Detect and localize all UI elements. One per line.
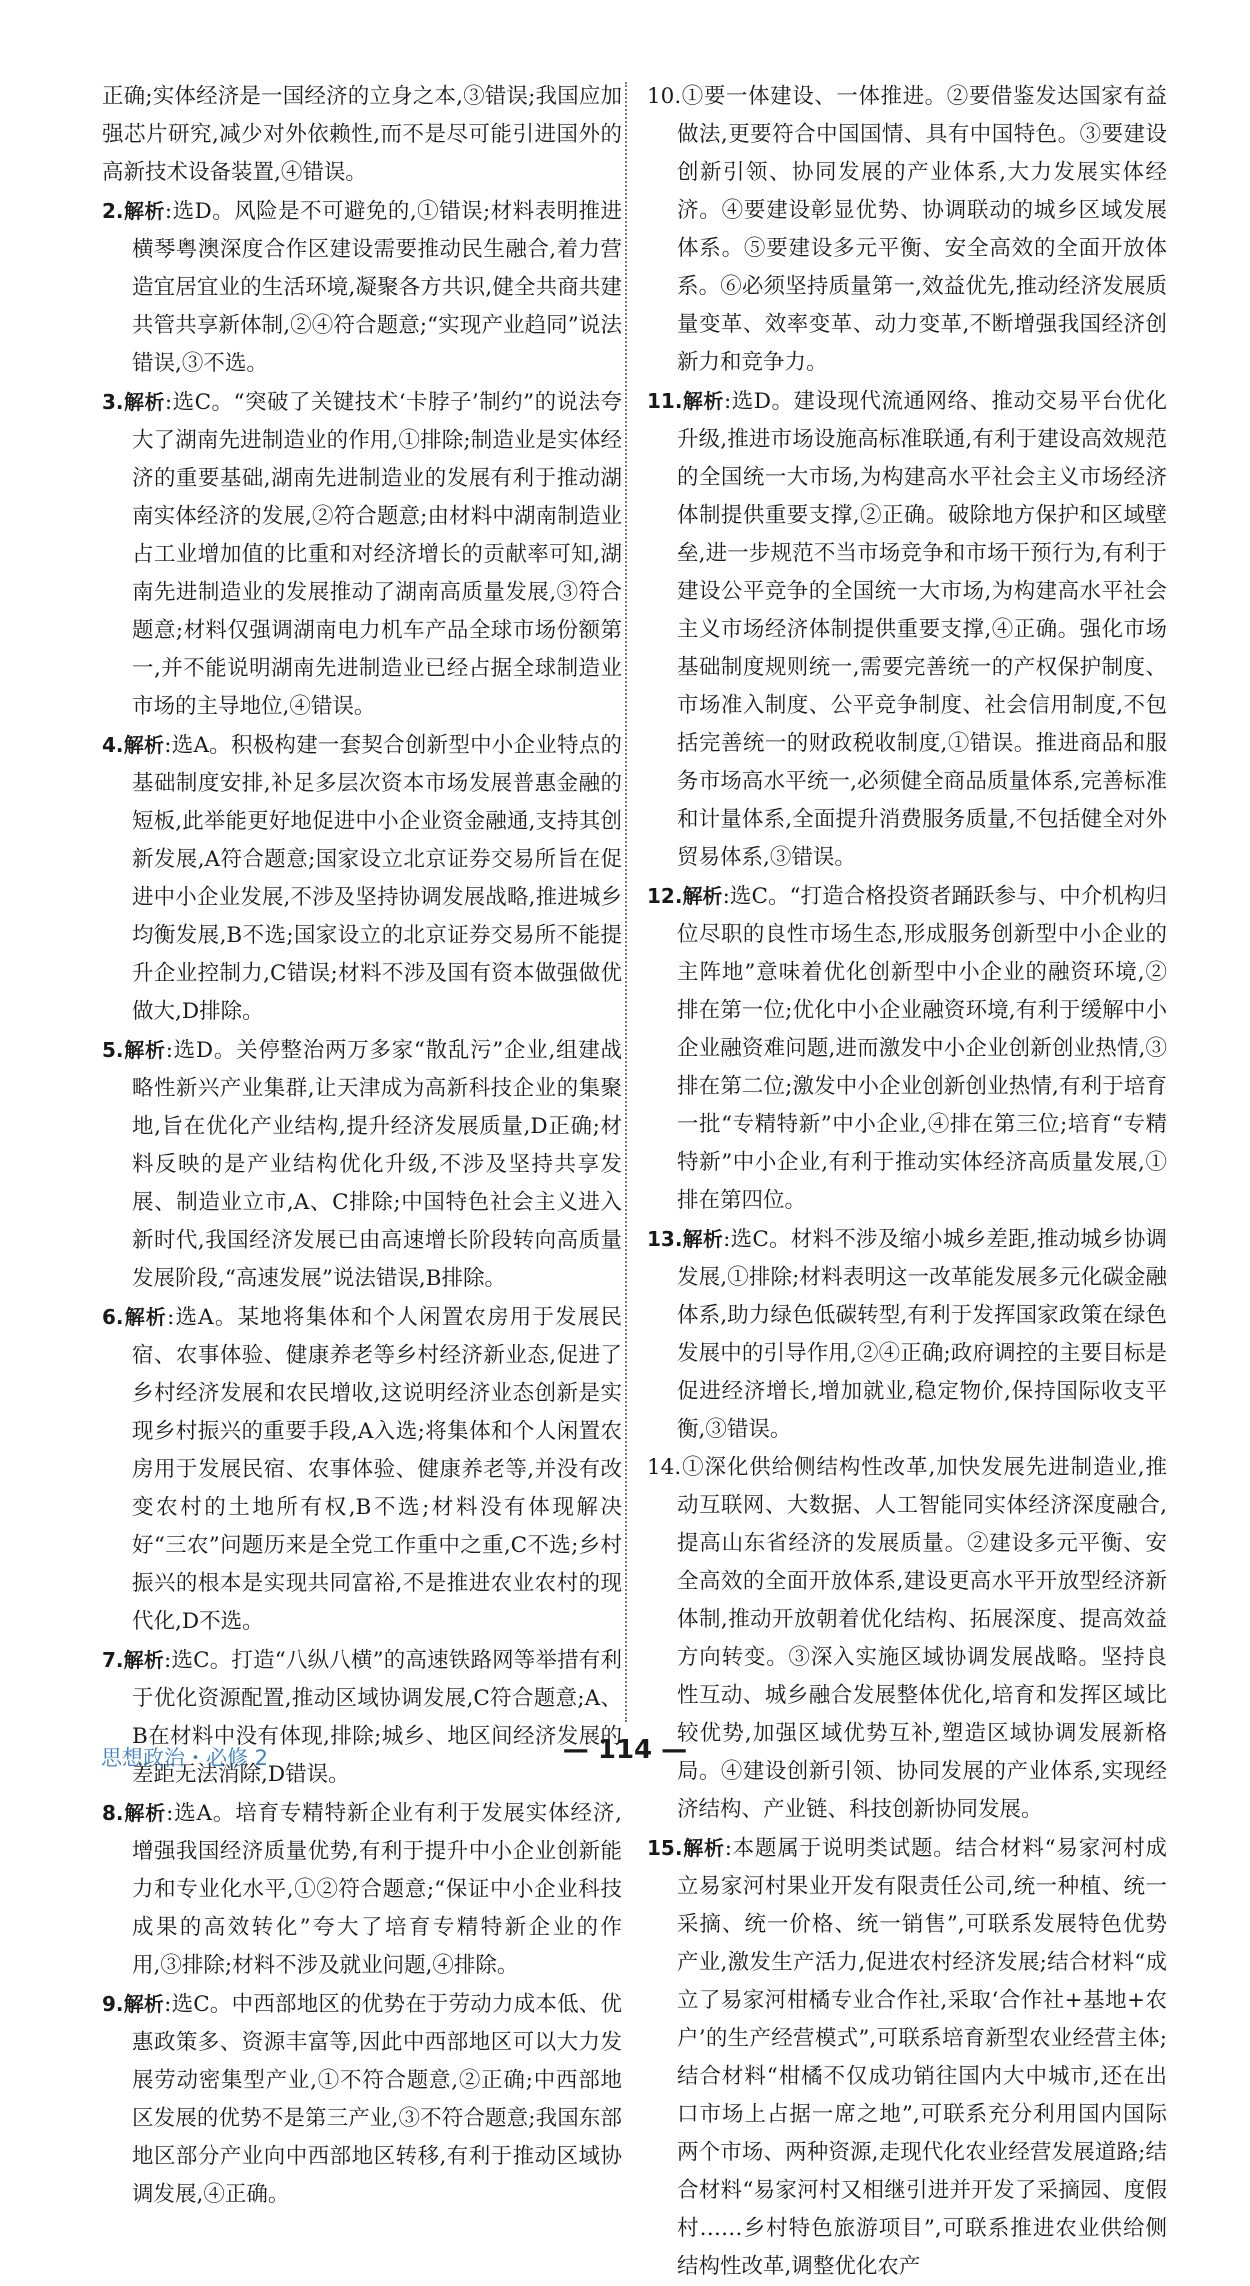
answer-item-6: 6.解析:选A。某地将集体和个人闲置农房用于发展民宿、农事体验、健康养老等乡村经济新业态,促进了乡村经济发展和农民增收,这说明经济业态创新是实现乡村振兴的重要手段,A入选;将集体和个人闲置农房用于发展民宿、农事体验、健康养老等,并没有改变农村的土地所有权,B不选;材料没有体现解决好“三农”问题历来是全党工作重中之重,C不选;乡村振兴的根本是实现共同富裕,不是推进农业农村的现代化,D不选。 (102, 1305, 622, 1634)
answer-item-2: 2.解析:选D。风险是不可避免的,①错误;材料表明推进横琴粤澳深度合作区建设需要推动民生融合,着力营造宜居宜业的生活环境,凝聚各方共识,健全共商共建共管共享新体制,②④符合题意;“实现产业趋同”说法错误,③不选。 (102, 199, 623, 376)
answer-item-8: 8.解析:选A。培育专精特新企业有利于发展实体经济,增强我国经济质量优势,有利于提升中小企业创新能力和专业化水平,①②符合题意;“保证中小企业科技成果的高效转化”夸大了培育专精特新企业的作用,③排除;材料不涉及就业问题,④排除。 (102, 1801, 622, 1978)
column-divider (625, 82, 627, 1722)
answer-item-14: 14.①深化供给侧结构性改革,加快发展先进制造业,推动互联网、大数据、人工智能同实体经济深度融合,提高山东省经济的发展质量。②建设多元平衡、安全高效的全面开放体系,建设更高水平开放型经济新体制,推动开放朝着优化结构、拓展深度、提高效益方向转变。③深入实施区域协调发展战略。坚持良性互动、城乡融合发展整体优化,培育和发挥区域比较优势,加强区域优势互补,塑造区域协调发展新格局。④建设创新引领、协同发展的产业体系,实现经济结构、产业链、科技创新协同发展。 (647, 1455, 1167, 1822)
answer-item-10: 10.①要一体建设、一体推进。②要借鉴发达国家有益做法,更要符合中国国情、具有中国特色。③要建设创新引领、协同发展的产业体系,大力发展实体经济。④要建设彰显优势、协调联动的城乡区域发展体系。⑤要建设多元平衡、安全高效的全面开放体系。⑥必须坚持质量第一,效益优先,推动经济发展质量变革、效率变革、动力变革,不断增强我国经济创新力和竞争力。 (647, 84, 1167, 375)
left-column (102, 78, 622, 2214)
answer-item-1-cont: 正确;实体经济是一国经济的立身之本,③错误;我国应加强芯片研究,减少对外依赖性,而不是尽可能引进国外的高新技术设备装置,④错误。 (102, 84, 622, 185)
answer-item-9: 9.解析:选C。中西部地区的优势在于劳动力成本低、优惠政策多、资源丰富等,因此中西部地区可以大力发展劳动密集型产业,①不符合题意,②正确;中西部地区发展的优势不是第三产业,③不符合题意;我国东部地区部分产业向中西部地区转移,有利于推动区域协调发展,④正确。 (102, 1992, 623, 2207)
answer-item-4: 4.解析:选A。积极构建一套契合创新型中小企业特点的基础制度安排,补足多层次资本市场发展普惠金融的短板,此举能更好地促进中小企业资金融通,支持其创新发展,A符合题意;国家设立北京证券交易所旨在促进中小企业发展,不涉及坚持协调发展战略,推进城乡均衡发展,B不选;国家设立的北京证券交易所不能提升企业控制力,C错误;材料不涉及国有资本做强做优做大,D排除。 (102, 733, 622, 1024)
answer-item-3: 3.解析:选C。“突破了关键技术‘卡脖子’制约”的说法夸大了湖南先进制造业的作用,①排除;制造业是实体经济的重要基础,湖南先进制造业的发展有利于推动湖南实体经济的发展,②符合题意;由材料中湖南制造业占工业增加值的比重和对经济增长的贡献率可知,湖南先进制造业的发展推动了湖南高质量发展,③符合题意;材料仅强调湖南电力机车产品全球市场份额第一,并不能说明湖南先进制造业已经占据全球制造业市场的主导地位,④错误。 (102, 390, 622, 719)
answer-item-13: 13.解析:选C。材料不涉及缩小城乡差距,推动城乡协调发展,①排除;材料表明这一改革能发展多元化碳金融体系,助力绿色低碳转型,有利于发挥国家政策在绿色发展中的引导作用,②④正确;政府调控的主要目标是促进经济增长,增加就业,稳定物价,保持国际收支平衡,③错误。 (647, 1227, 1167, 1442)
subject-label: 思想政治・必修 2 (101, 1746, 269, 1770)
answer-item-12: 12.解析:选C。“打造合格投资者踊跃参与、中介机构归位尽职的良性市场生态,形成服务创新型中小企业的主阵地”意味着优化创新型中小企业的融资环境,②排在第一位;优化中小企业融资环境,有利于缓解中小企业融资难问题,进而激发中小企业创新创业热情,③排在第二位;激发中小企业创新创业热情,有利于培育一批“专精特新”中小企业,④排在第三位;培育“专精特新”中小企业,有利于推动实体经济高质量发展,①排在第四位。 (647, 884, 1167, 1213)
page-number: — 114 — (562, 1735, 688, 1765)
answer-item-11: 11.解析:选D。建设现代流通网络、推动交易平台优化升级,推进市场设施高标准联通,有利于建设高效规范的全国统一大市场,为构建高水平社会主义市场经济体制提供重要支撑,②正确。破除地方保护和区域壁垒,进一步规范不当市场竞争和市场干预行为,有利于建设公平竞争的全国统一大市场,为构建高水平社会主义市场经济体制提供重要支撑,④正确。强化市场基础制度规则统一,需要完善统一的产权保护制度、市场准入制度、公平竞争制度、社会信用制度,不包括完善统一的财政税收制度,①错误。推进商品和服务市场高水平统一,必须健全商品质量体系,完善标准和计量体系,全面提升消费服务质量,不包括健全对外贸易体系,③错误。 (647, 389, 1168, 870)
right-column (647, 78, 1167, 2286)
answer-item-15: 15.解析:本题属于说明类试题。结合材料“易家河村成立易家河村果业开发有限责任公司,统一种植、统一采摘、统一价格、统一销售”,可联系发展特色优势产业,激发生产活力,促进农村经济发展;结合材料“成立了易家河柑橘专业合作社,采取‘合作社+基地+农户’的生产经营模式”,可联系培育新型农业经营主体;结合材料“柑橘不仅成功销往国内大中城市,还在出口市场上占据一席之地”,可联系充分利用国内国际两个市场、两种资源,走现代化农业经营发展道路;结合材料“易家河村又相继引进并开发了采摘园、度假村……乡村特色旅游项目”,可联系推进农业供给侧结构性改革,调整优化农产 (647, 1836, 1167, 2279)
answer-item-7: 7.解析:选C。打造“八纵八横”的高速铁路网等举措有利于优化资源配置,推动区域协调发展,C符合题意;A、B在材料中没有体现,排除;城乡、地区间经济发展的差距无法消除,D错误。 (102, 1648, 622, 1787)
answer-item-5: 5.解析:选D。关停整治两万多家“散乱污”企业,组建战略性新兴产业集群,让天津成为高新科技企业的集聚地,旨在优化产业结构,提升经济发展质量,D正确;材料反映的是产业结构优化升级,不涉及坚持共享发展、制造业立市,A、C排除;中国特色社会主义进入新时代,我国经济发展已由高速增长阶段转向高质量发展阶段,“高速发展”说法错误,B排除。 (102, 1038, 622, 1291)
